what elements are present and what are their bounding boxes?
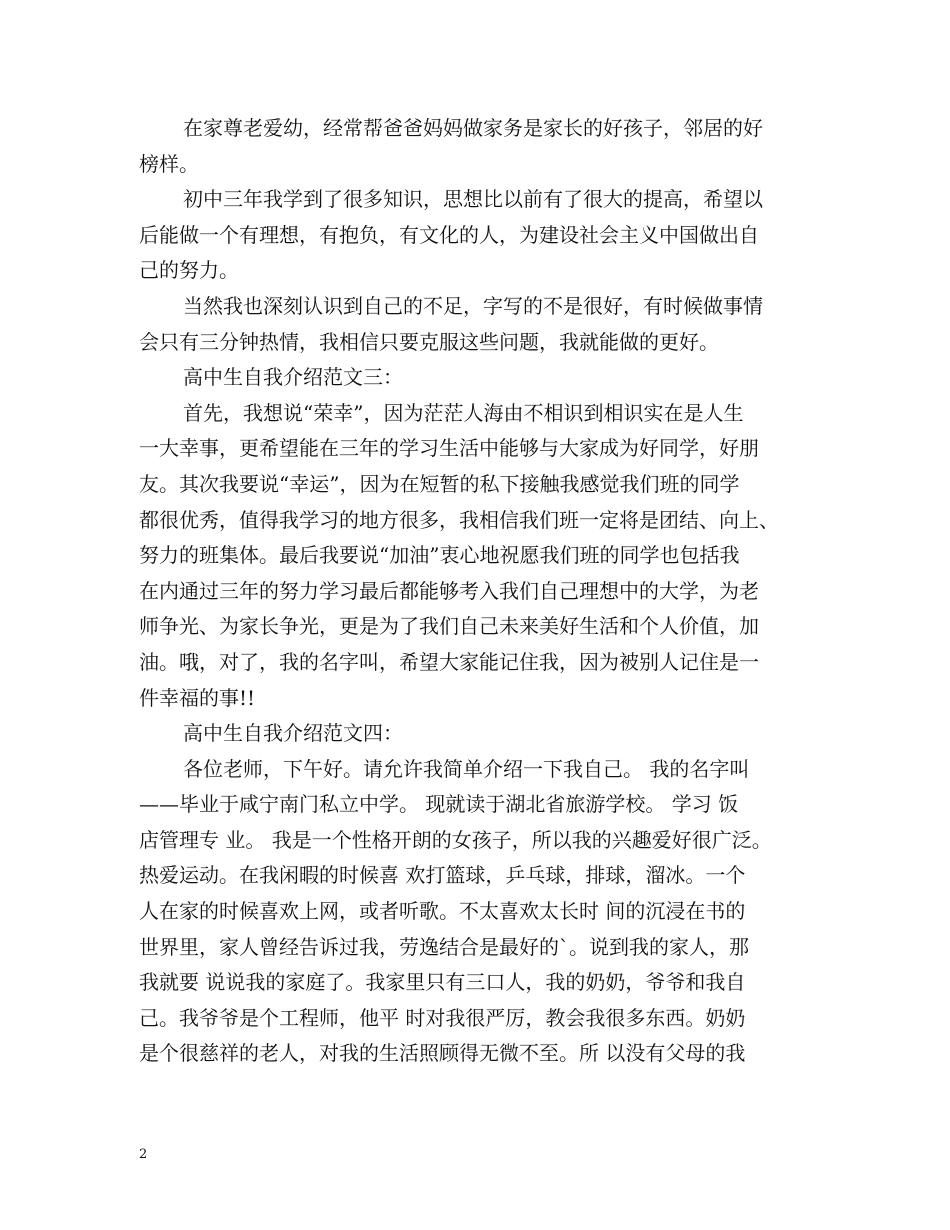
text-line: 在内通过三年的努力学习最后都能够考入我们自己理想中的大学，为老 <box>139 578 759 603</box>
text-line: 件幸福的事!! <box>139 685 256 710</box>
document-body <box>139 111 819 1072</box>
text-line: 努力的班集体。最后我要说“加油”衷心地祝愿我们班的同学也包括我 <box>139 543 740 568</box>
text-line: 世界里，家人曾经告诉过我，劳逸结合是最好的`。说到我的家人，那 <box>139 934 749 959</box>
text-line: 热爱运动。在我闲暇的时候喜 欢打篮球，乒乓球，排球，溜冰。一个 <box>139 863 746 888</box>
text-line: 高中生自我介绍范文四： <box>183 721 403 746</box>
text-line: 当然我也深刻认识到自己的不足，字写的不是很好，有时候做事情 <box>183 293 763 318</box>
text-line: 我就要 说说我的家庭了。我家里只有三口人，我的奶奶，爷爷和我自 <box>139 970 746 995</box>
text-line: 人在家的时候喜欢上网，或者听歌。不太喜欢太长时 间的沉浸在书的 <box>139 899 746 924</box>
text-line: 都很优秀，值得我学习的地方很多，我相信我们班一定将是团结、向上、 <box>139 507 779 532</box>
text-line: 店管理专 业。 我是一个性格开朗的女孩子，所以我的兴趣爱好很广泛。 <box>139 827 772 852</box>
text-line: 一大幸事，更希望能在三年的学习生活中能够与大家成为好同学，好朋 <box>139 436 759 461</box>
text-line: 师争光、为家长争光，更是为了我们自己未来美好生活和个人价值，加 <box>139 614 759 639</box>
text-line: ——毕业于咸宁南门私立中学。 现就读于湖北省旅游学校。 学习 饭 <box>139 792 739 817</box>
text-line: 在家尊老爱幼，经常帮爸爸妈妈做家务是家长的好孩子，邻居的好 <box>183 116 763 140</box>
text-line: 后能做一个有理想，有抱负，有文化的人，为建设社会主义中国做出自 <box>139 222 759 247</box>
text-line: 己的努力。 <box>139 258 239 283</box>
text-line: 各位老师，下午好。请允许我简单介绍一下我自己。 我的名字叫 <box>183 756 750 781</box>
page-number: 2 <box>139 1147 148 1162</box>
text-line: 高中生自我介绍范文三： <box>183 365 403 390</box>
text-line: 首先，我想说“荣幸”，因为茫茫人海由不相识到相识实在是人生 <box>183 400 744 425</box>
text-line: 油。哦，对了，我的名字叫，希望大家能记住我，因为被别人记住是一 <box>139 649 759 674</box>
text-line: 己。我爷爷是个工程师，他平 时对我很严厉，教会我很多东西。奶奶 <box>139 1005 746 1030</box>
text-line: 友。其次我要说“幸运”，因为在短暂的私下接触我感觉我们班的同学 <box>139 471 740 496</box>
text-line: 会只有三分钟热情，我相信只要克服这些问题，我就能做的更好。 <box>139 329 719 354</box>
text-line: 初中三年我学到了很多知识，思想比以前有了很大的提高，希望以 <box>183 187 763 212</box>
text-line: 是个很慈祥的老人，对我的生活照顾得无微不至。所 以没有父母的我 <box>139 1041 746 1066</box>
text-line: 榜样。 <box>139 151 199 176</box>
